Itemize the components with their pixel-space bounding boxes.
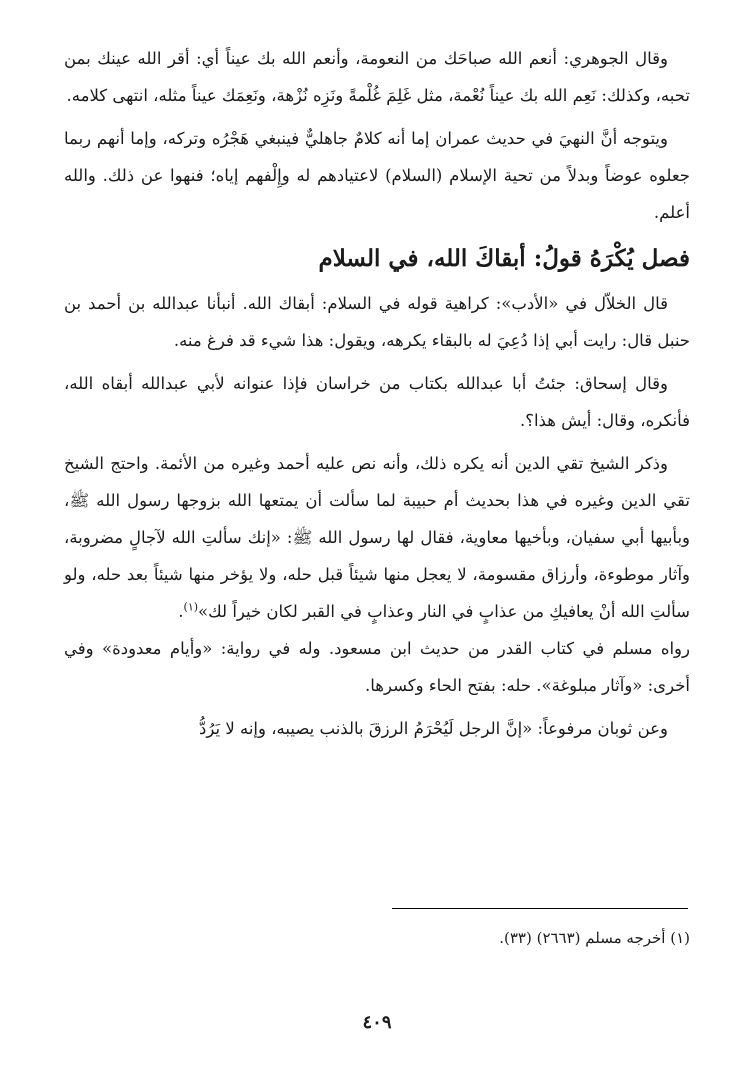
page-number: ٤٠٩ bbox=[362, 1012, 392, 1033]
sentence-end: . bbox=[178, 602, 184, 621]
paragraph-taqi-aldin-text: وذكر الشيخ تقي الدين أنه يكره ذلك، وأنه نص عليه أحمد وغيره من الأئمة. واحتج الشيخ تقي الدين وغيره في هذا بحديث أم حبيبة لما سألت أن يمتعها الله بزوجها رسول الله ﷺ، وبأبيها أبي سفيان، وبأخيها معاوية، فقال لها رسول الله ﷺ: «إنك سألتِ الله لآجالٍ مضروبة، وآثار موطوءة، وأرزاق مقسومة، لا يعجل منها شيئاً قبل حله، ولا يؤخر منها شيئاً بعد حله، ولو سألتِ الله أنْ يعافيكِ من عذابٍ في النار وعذابٍ في القبر لكان خيراً لك» bbox=[64, 454, 690, 621]
paragraph-khallal: قال الخلاّل في «الأدب»: كراهية قوله في السلام: أبقاك الله. أنبأنا عبدالله بن أحمد بن حنبل قال: رايت أبي إذا دُعِيَ له بالبقاء يكرهه، ويقول: هذا شيء قد فرغ منه. bbox=[64, 294, 690, 350]
section-heading: فصل يُكْرَهُ قولُ: أبقاكَ الله، في السلام bbox=[318, 245, 690, 272]
paragraph-ishaq: وقال إسحاق: جئتُ أبا عبدالله بكتاب من خراسان فإذا عنوانه لأبي عبدالله أبقاه الله، فأنكره، وقال: أيش هذا؟. bbox=[64, 374, 690, 430]
footnote-marker: (١) bbox=[183, 600, 199, 614]
paragraph-jawhari: وقال الجوهري: أنعم الله صباحَك من النعومة، وأنعم الله بك عيناً أي: أقر الله عينك بمن تحبه، وكذلك: نَعِم الله بك عيناً نُعْمة، مثل غَلِمَ غُلْمةً ونَزِه نُزْهة، ونَعِمَك عيناً مثله، انتهى كلامه. bbox=[64, 49, 690, 105]
footnote: (١) أخرجه مسلم (٢٦٦٣) (٣٣). bbox=[499, 929, 690, 947]
paragraph-taqi-aldin bbox=[64, 445, 690, 630]
paragraph-muslim-riwaya: رواه مسلم في كتاب القدر من حديث ابن مسعود. وله في رواية: «وأيام معدودة» وفي أخرى: «وآثار مبلوغة». حله: بفتح الحاء وكسرها. bbox=[64, 639, 690, 695]
paragraph-nahy-explanation: ويتوجه أنَّ النهيَ في حديث عمران إما أنه كلامٌ جاهليٌّ فينبغي هَجْرُه وتركه، وإما أنهم ربما جعلوه عوضاً وبدلاً من تحية الإسلام (السلام) لاعتيادهم له وإِلْفهم إياه؛ فنهوا عن ذلك. والله أعلم. bbox=[64, 129, 690, 222]
main-text bbox=[64, 40, 690, 753]
paragraph-thawban: وعن ثوبان مرفوعاً: «إنَّ الرجل لَيُحْرَمُ الرزقَ بالذنب يصيبه، وإنه لا يَرُدُّ bbox=[199, 719, 668, 738]
footnote-divider bbox=[392, 908, 688, 909]
